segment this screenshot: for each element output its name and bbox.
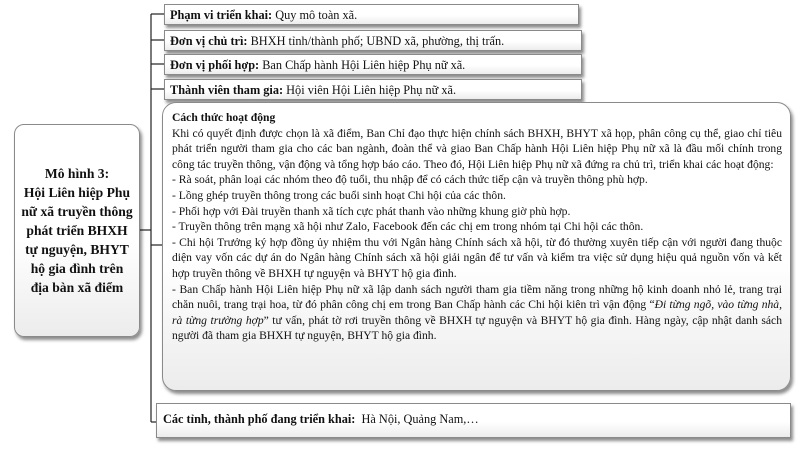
activity-last-text-b: ” tư vấn, phát tờ rơi truyền thông về BHXH tự nguyện và BHYT hộ gia đình. Hàng ngày, cập nhật danh sách người đã tham gia BHXH tự nguyện, BHYT hộ gia đình.	[172, 313, 782, 343]
activity-last-quote: Đi từng ngõ, vào từng nhà, rà từng trường hợp	[172, 298, 782, 327]
members-label: Thành viên tham gia:	[170, 83, 284, 97]
lead-unit-value: BHXH tỉnh/thành phố; UBND xã, phường, thị trấn.	[247, 34, 505, 48]
provinces-row	[156, 403, 791, 438]
activity-item: - Rà soát, phân loại các nhóm theo độ tuổi, thu nhập để có cách thức tiếp cận và truyền thông phù hợp.	[172, 173, 648, 187]
lead-unit-label: Đơn vị chủ trì:	[170, 34, 248, 48]
activity-item-last	[172, 282, 782, 344]
scope-row	[164, 4, 579, 25]
activity-item: - Chi hội Trưởng ký hợp đồng ủy nhiệm thu với Ngân hàng Chính sách xã hội, từ đó thường xuyên tiếp cận với người đang thuộc diện vay vốn các dự án do Ngân hàng Chính sách xã hội giải ngân để tư vấn và kiểm tra việc sử dụng hiệu quả nguồn vốn và kết hợp truyền thông về BHXH tự nguyện và BHYT hộ gia đình.	[172, 235, 782, 280]
model-box	[14, 124, 140, 337]
activities-box	[162, 102, 791, 391]
provinces-label: Các tỉnh, thành phố đang triển khai:	[163, 412, 356, 426]
activity-item: - Truyền thông trên mạng xã hội như Zalo, Facebook đến các chị em trong nhóm tại Chi hội các thôn.	[172, 220, 644, 234]
activities-intro: Khi có quyết định được chọn là xã điểm, Ban Chỉ đạo thực hiện chính sách BHXH, BHYT xã họp, phân công cụ thể, giao chỉ tiêu phát triển người tham gia cho các ban ngành, đoàn thể và giao Ban Chấp hành Hội Liên hiệp Phụ nữ xã là đầu mối chính trong công tác truyền thông, vận động và tổng hợp báo cáo. Theo đó, Hội Liên hiệp Phụ nữ xã đứng ra chủ trì, triển khai các hoạt động:	[172, 126, 782, 171]
scope-value: Quy mô toàn xã.	[272, 8, 358, 22]
members-row	[164, 79, 582, 100]
lead-unit-row	[164, 30, 582, 51]
activity-item: - Phối hợp với Đài truyền thanh xã tích cực phát thanh vào những khung giờ phù hợp.	[172, 204, 571, 218]
model-number: Mô hình 3:	[44, 166, 110, 181]
model-title: Hội Liên hiệp Phụ nữ xã truyền thông phát triển BHXH tự nguyện, BHYT hộ gia đình trên địa bàn xã điểm	[21, 185, 133, 295]
activity-item: - Lồng ghép truyền thông trong các buổi sinh hoạt Chi hội của các thôn.	[172, 188, 506, 202]
members-value: Hội viên Hội Liên hiệp Phụ nữ xã.	[283, 83, 457, 97]
coop-unit-row	[164, 54, 582, 75]
activities-heading: Cách thức hoạt động	[172, 111, 276, 124]
provinces-value: Hà Nội, Quảng Nam,…	[355, 412, 479, 426]
scope-label: Phạm vi triển khai:	[170, 8, 273, 22]
coop-unit-label: Đơn vị phối hợp:	[170, 58, 260, 72]
coop-unit-value: Ban Chấp hành Hội Liên hiệp Phụ nữ xã.	[259, 58, 466, 72]
activity-last-text-a: - Ban Chấp hành Hội Liên hiệp Phụ nữ xã lập danh sách người tham gia tiềm năng trong những hộ kinh doanh nhỏ lẻ, trang trại chăn nuôi, trang trại hoa, từ đó phân công chị em trong Ban Chấp hành các Chi hội kiên trì vận động “	[172, 282, 782, 312]
